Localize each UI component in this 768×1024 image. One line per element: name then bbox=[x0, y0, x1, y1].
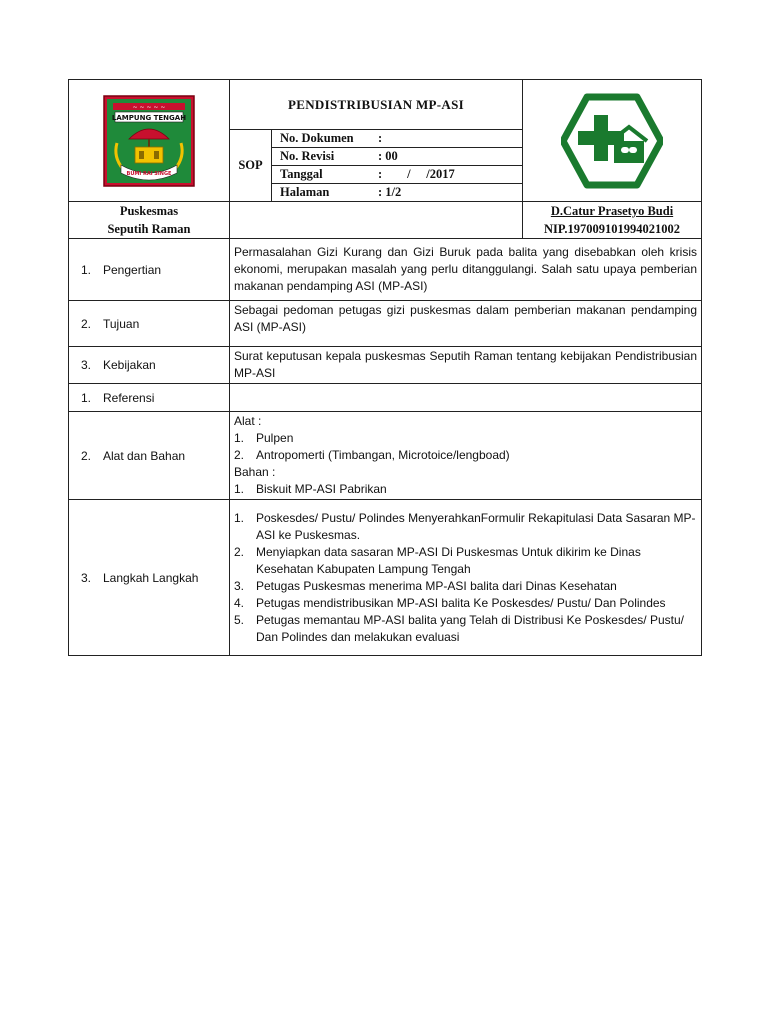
document-title: PENDISTRIBUSIAN MP-ASI bbox=[230, 80, 523, 130]
blank-signature-gap bbox=[230, 202, 523, 239]
table-row bbox=[69, 384, 702, 412]
sop-label: SOP bbox=[230, 130, 272, 202]
list-item: 2. Antropomerti (Timbangan, Microtoice/lengboad) bbox=[234, 448, 510, 462]
svg-text:LAMPUNG TENGAH: LAMPUNG TENGAH bbox=[111, 113, 187, 122]
lampung-tengah-crest-icon bbox=[103, 95, 195, 187]
puskesmas-logo-icon bbox=[561, 93, 663, 189]
meta-row-dokumen: No. Dokumen : bbox=[272, 130, 522, 148]
table-row bbox=[69, 301, 702, 347]
signer-name: D.Catur Prasetyo Budi bbox=[550, 204, 674, 218]
table-row bbox=[69, 412, 702, 500]
row-content-pengertian: Permasalahan Gizi Kurang dan Gizi Buruk pada balita yang disebabkan oleh krisis ekonomi, merupakan masalah yang perlu ditanggulangi. Salah satu upaya pemberian makanan pendamping ASI (MP-ASI) bbox=[230, 239, 702, 301]
left-logo-cell bbox=[69, 80, 230, 202]
row-label: 1. Pengertian bbox=[69, 239, 230, 301]
row-label: 2. Alat dan Bahan bbox=[69, 412, 230, 500]
row-label: 1. Referensi bbox=[69, 384, 230, 412]
list-item: 2. Menyiapkan data sasaran MP-ASI Di Puskesmas Untuk dikirim ke Dinas Kesehatan Kabupaten Lampung Tengah bbox=[234, 544, 641, 576]
meta-row-halaman: Halaman : 1/2 bbox=[280, 185, 402, 199]
list-item: 4. Petugas mendistribusikan MP-ASI balita Ke Poskesdes/ Pustu/ Dan Polindes bbox=[234, 595, 666, 610]
list-item: 1. Pulpen bbox=[234, 431, 294, 445]
table-row bbox=[69, 500, 702, 656]
table-row bbox=[69, 239, 702, 301]
row-content-referensi bbox=[230, 384, 702, 412]
row-label: 3. Kebijakan bbox=[69, 347, 230, 384]
organization-name: Puskesmas Seputih Raman bbox=[69, 202, 230, 239]
meta-row-revisi: No. Revisi : 00 bbox=[272, 148, 522, 166]
list-item: 1. Biskuit MP-ASI Pabrikan bbox=[234, 482, 387, 496]
row-content-alat-bahan: Alat : 1. Pulpen 2. Antropomerti (Timbangan, Microtoice/lengboad) Bahan : 1. Biskuit MP-ASI Pabrikan bbox=[230, 412, 702, 500]
row-label: 2. Tujuan bbox=[69, 301, 230, 347]
list-item: 1. Poskesdes/ Pustu/ Polindes MenyerahkanFormulir Rekapitulasi Data Sasaran MP-ASI ke Puskesmas. bbox=[234, 510, 696, 542]
signer-block bbox=[523, 202, 702, 239]
sop-table bbox=[68, 79, 702, 656]
svg-text:~ ~ ~ ~ ~: ~ ~ ~ ~ ~ bbox=[132, 103, 166, 111]
row-content-tujuan: Sebagai pedoman petugas gizi puskesmas dalam pemberian makanan pendamping ASI (MP-ASI) bbox=[230, 301, 702, 347]
sop-meta-cell bbox=[272, 130, 523, 202]
meta-row-tanggal: Tanggal : / /2017 bbox=[272, 166, 522, 184]
row-content-kebijakan: Surat keputusan kepala puskesmas Seputih Raman tentang kebijakan Pendistribusian MP-ASI bbox=[230, 347, 702, 384]
right-logo-cell bbox=[523, 80, 702, 202]
sop-meta-table bbox=[272, 130, 522, 201]
row-label: 3. Langkah Langkah bbox=[69, 500, 230, 656]
list-item: 5. Petugas memantau MP-ASI balita yang Telah di Distribusi Ke Poskesdes/ Pustu/ Dan Polindes dan melakukan evaluasi bbox=[234, 612, 684, 644]
svg-text:BUMI RAI SINGE: BUMI RAI SINGE bbox=[126, 170, 172, 177]
list-item: 3. Petugas Puskesmas menerima MP-ASI balita dari Dinas Kesehatan bbox=[234, 578, 617, 593]
signer-nip: NIP.197009101994021002 bbox=[543, 222, 680, 236]
table-row bbox=[69, 347, 702, 384]
row-content-langkah bbox=[230, 500, 702, 656]
